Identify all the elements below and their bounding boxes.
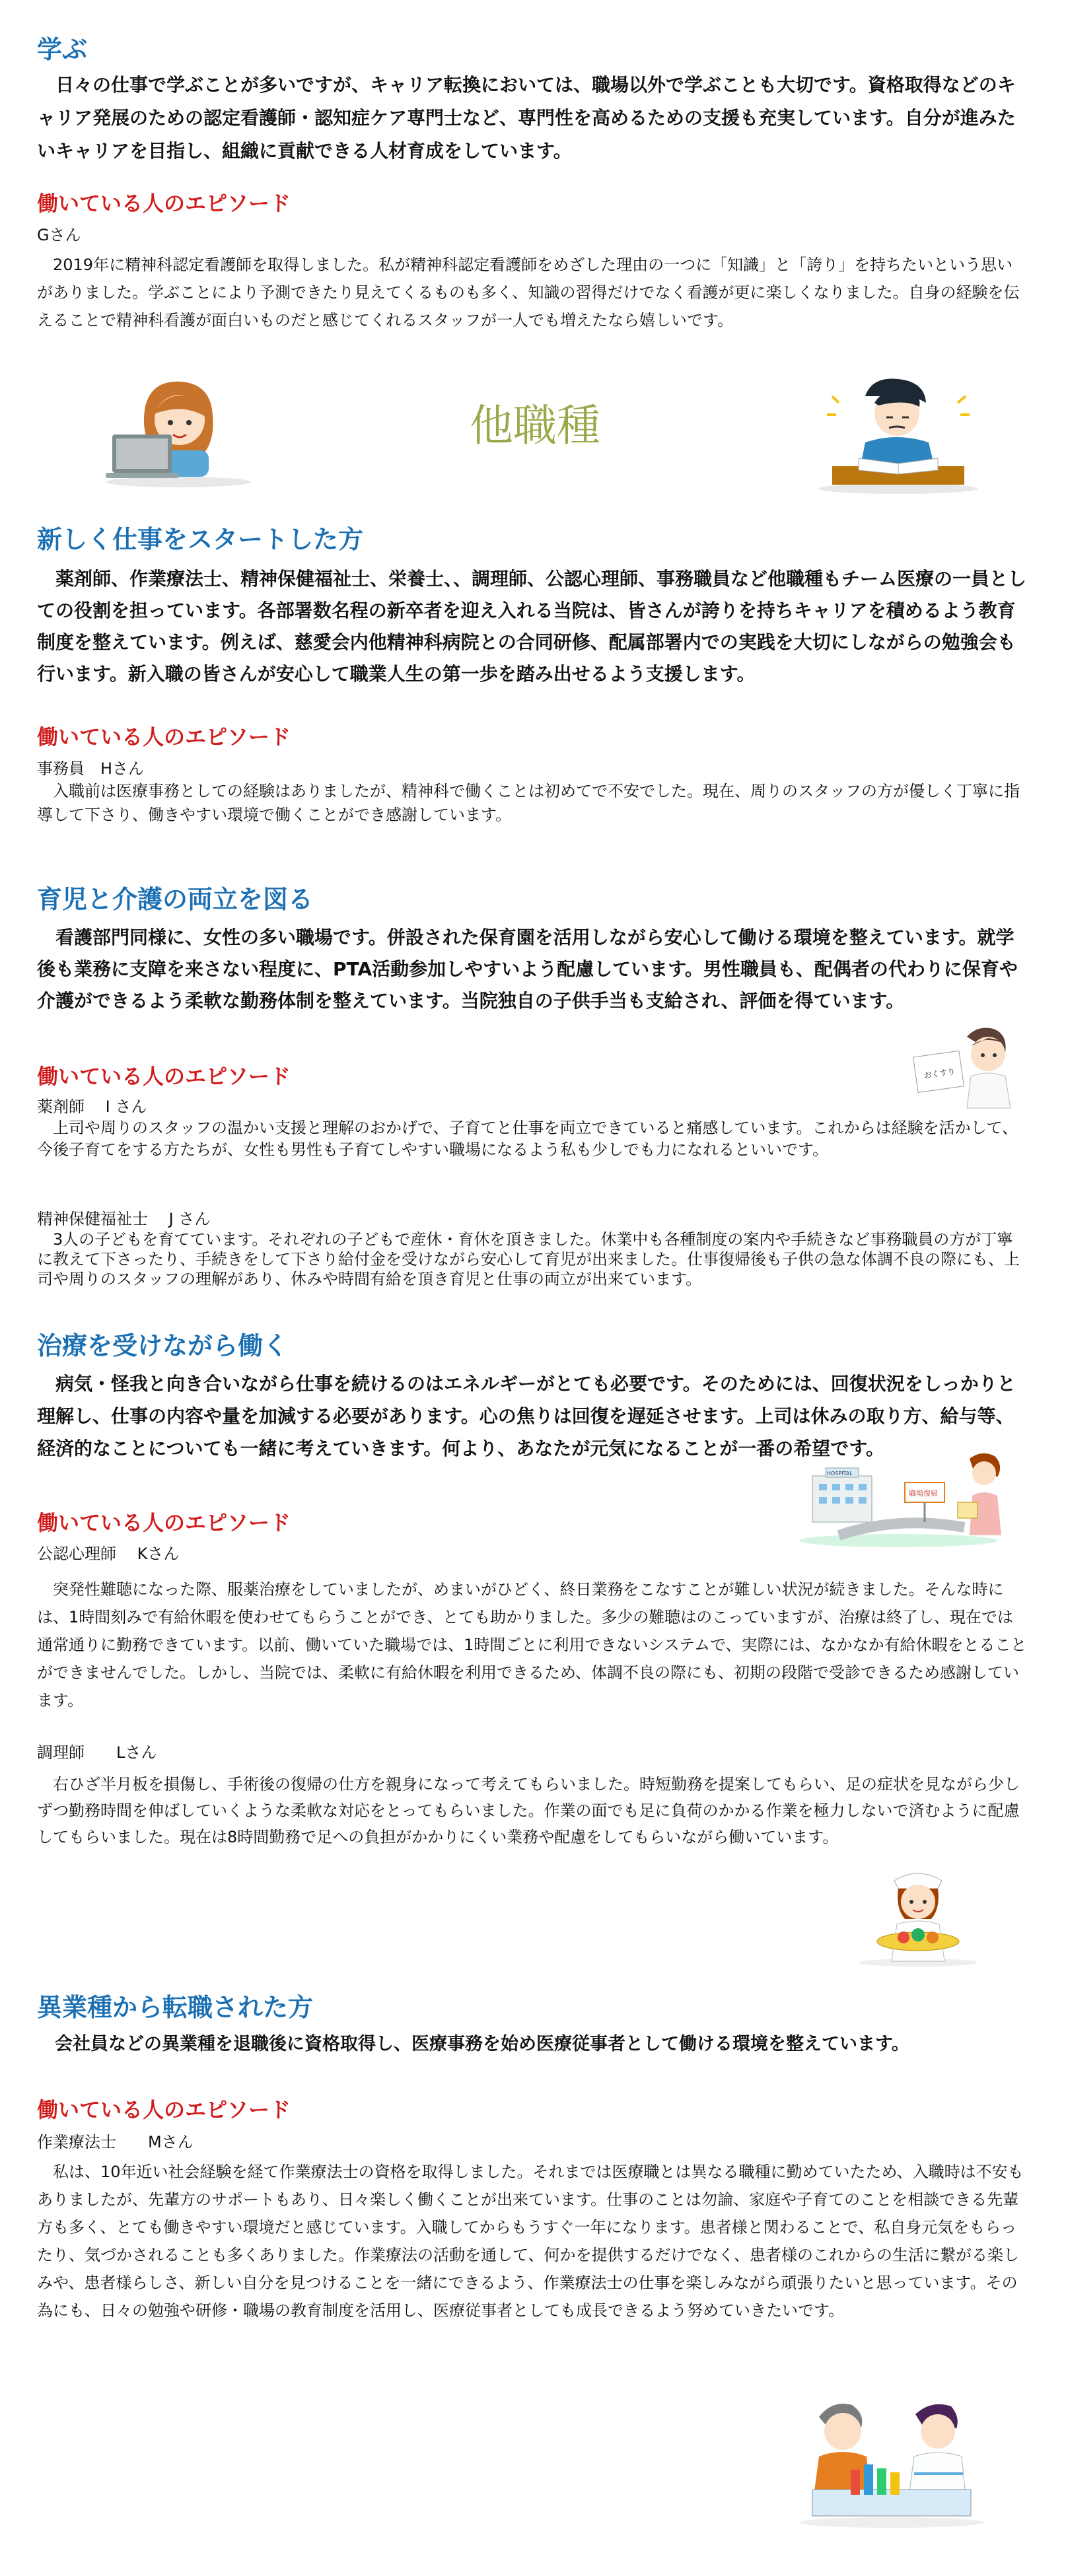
section-heading-igyoushu: 異業種から転職された方 <box>37 1993 314 2022</box>
man-studying-illustration <box>812 376 984 495</box>
episode-text-k: 突発性難聴になった際、服薬治療をしていましたが、めまいがひどく、終日業務をこなすことが難しい状況が続きました。そんな時には、1時間刻みで有給休暇を使わせてもらうことができ、とても助かりました。多少の難聴はのこっていますが、治療は終了し、現在では通常通りに勤務できています。以前、働いていた職場では、1時間ごとに利用できないシステムで、実際には、なかなか有給休暇をとることができませんでした。しかし、当院では、柔軟に有給休暇を利用できるため、体調不良の際にも、初期の段階で受診できるため感謝しています。 <box>37 1580 1027 1710</box>
pharmacist-illustration <box>911 1024 1017 1109</box>
episode-text-g: 2019年に精神科認定看護師を取得しました。私が精神科認定看護師をめざした理由の一つに「知識」と「誇り」を持ちたいという思いがありました。学ぶことにより予測できたり見えてくるものも多く、知識の習得だけでなく看護が更に楽しくなりました。自身の経験を伝えることで精神科看護が面白いものだと感じてくれるスタッフが一人でも増えたなら嬉しいです。 <box>37 256 1020 330</box>
episode-text-i: 上司や周りのスタッフの温かい支援と理解のおかげで、子育てと仕事を両立できていると痛感しています。これからは経験を活かして、今後子育てをする方たちが、女性も男性も子育てしやすい職場になるよう私も少しでも力になれるといいです。 <box>37 1119 1018 1159</box>
section-body-chiryou: 病気・怪我と向き合いながら仕事を続けるのはエネルギーがとても必要です。そのためには、回復状況をしっかりと理解し、仕事の内容や量を加減する必要があります。心の焦りは回復を遅延させます。上司は休みの取り方、給与等、経済的なことについても一緒に考えていきます。何より、あなたが元気になることが一番の希望です。 <box>37 1373 1016 1459</box>
section-body-manabu: 日々の仕事で学ぶことが多いですが、キャリア転換においては、職場以外で学ぶことも大切です。資格取得などのキャリア発展のための認定看護師・認知症ケア専門士など、専門性を高めるための支援も充実しています。自分が進みたいキャリアを目指し、組織に貢献できる人材育成をしています。 <box>37 74 1016 162</box>
section-heading-chiryou: 治療を受けながら働く <box>37 1331 289 1360</box>
episode-heading-chiryou: 働いている人のエピソード <box>37 1510 291 1535</box>
episode-name-j: 精神保健福祉士 J さん <box>37 1210 211 1228</box>
therapy-session-illustration <box>793 2390 991 2529</box>
prescription-label: おくすり <box>923 1066 956 1080</box>
episode-text-m: 私は、10年近い社会経験を経て作業療法士の資格を取得しました。それまでは医療職とは異なる職種に勤めていたため、入職時は不安もありましたが、先輩方のサポートもあり、日々楽しく働くことが出来ています。仕事のことは勿論、家庭や子育てのことを相談できる先輩方も多く、とても働きやすい環境だと感じています。入職してからもうすぐ一年になります。患者様と関わることで、私自身元気をもらったり、気づかされることも多くありました。作業療法の活動を通して、何かを提供するだけでなく、患者様のこれからの生活に繋がる楽しみや、患者様らしさ、新しい自分を見つけることを一緒にできるよう、作業療法士の仕事を楽しみながら頑張りたいと思っています。その為にも、日々の勉強や研修・職場の教育制度を活用し、医療従事者としても成長できるよう努めていきたいです。 <box>37 2163 1024 2320</box>
section-body-igyoushu: 会社員などの異業種を退職後に資格取得し、医療事務を始め医療従事者として働ける環境を整えています。 <box>37 2034 909 2054</box>
episode-name-l: 調理師 Lさん <box>37 1743 157 1762</box>
divider-label-other-professions: 他職種 <box>470 400 600 451</box>
episode-name-k: 公認心理師 Kさん <box>37 1545 180 1563</box>
episode-heading-igyoushu: 働いている人のエピソード <box>37 2097 291 2122</box>
hospital-return-illustration <box>799 1449 1017 1549</box>
episode-name-i: 薬剤師 I さん <box>37 1097 147 1116</box>
episode-name-g: Gさん <box>37 226 81 244</box>
woman-laptop-illustration <box>99 376 258 489</box>
episode-text-j: 3人の子どもを育てています。それぞれの子どもで産休・育休を頂きました。休業中も各種制度の案内や手続きなど事務職員の方が丁寧に教えて下さったり、手続きをして下さり給付金を受けながら安心して育児が出来ました。仕事復帰後も子供の急な体調不良の際にも、上司や周りのスタッフの理解があり、休みや時間有給を頂き育児と仕事の両立が出来ています。 <box>37 1230 1020 1288</box>
hospital-sign-label: HOSPITAL <box>827 1471 853 1477</box>
episode-text-l: 右ひざ半月板を損傷し、手術後の復帰の仕方を親身になって考えてもらいました。時短勤務を提案してもらい、足の症状を見ながら少しずつ勤務時間を伸ばしていくような柔軟な対応をとってもらいました。作業の面でも足に負荷のかかる作業を極力しないで済むように配慮してもらいました。現在は8時間勤務で足への負担がかかりにくい業務や配慮をしてもらいながら働いています。 <box>37 1775 1020 1846</box>
episode-name-m: 作業療法士 Mさん <box>37 2133 194 2151</box>
episode-heading-manabu: 働いている人のエピソード <box>37 191 291 216</box>
section-body-new-start: 薬剤師、作業療法士、精神保健福祉士、栄養士、、調理師、公認心理師、事務職員など他職種もチーム医療の一員としての役割を担っています。各部署数名程の新卒者を迎え入れる当院は、皆さんが誇りを持ちキャリアを積めるよう教育制度を整えています。例えば、慈愛会内他精神科病院との合同研修、配属部署内での実践を大切にしながらの勉強会も行います。新入職の皆さんが安心して職業人生の第一歩を踏み出せるよう支援します。 <box>37 568 1027 685</box>
section-body-ikuji: 看護部門同様に、女性の多い職場です。併設された保育園を活用しながら安心して働ける環境を整えています。就学後も業務に支障を来さない程度に、PTA活動参加しやすいよう配慮しています。男性職員も、配偶者の代わりに保育や介護ができるよう柔軟な勤務体制を整えています。当院独自の子供手当も支給され、評価を得ています。 <box>37 926 1018 1012</box>
episode-text-h: 入職前は医療事務としての経験はありましたが、精神科で働くことは初めてで不安でした。現在、周りのスタッフの方が優しく丁寧に指導して下さり、働きやすい環境で働くことができ感謝しています。 <box>37 782 1020 824</box>
episode-heading-ikuji: 働いている人のエピソード <box>37 1064 291 1089</box>
cook-illustration <box>852 1869 984 1968</box>
section-heading-new-start: 新しく仕事をスタートした方 <box>37 525 364 554</box>
section-heading-manabu: 学ぶ <box>37 35 88 64</box>
return-sign-label: 職場復帰 <box>909 1489 938 1498</box>
episode-heading-new-start: 働いている人のエピソード <box>37 724 291 749</box>
episode-name-h: 事務員 Hさん <box>37 759 145 778</box>
section-heading-ikuji: 育児と介護の両立を図る <box>37 885 314 914</box>
